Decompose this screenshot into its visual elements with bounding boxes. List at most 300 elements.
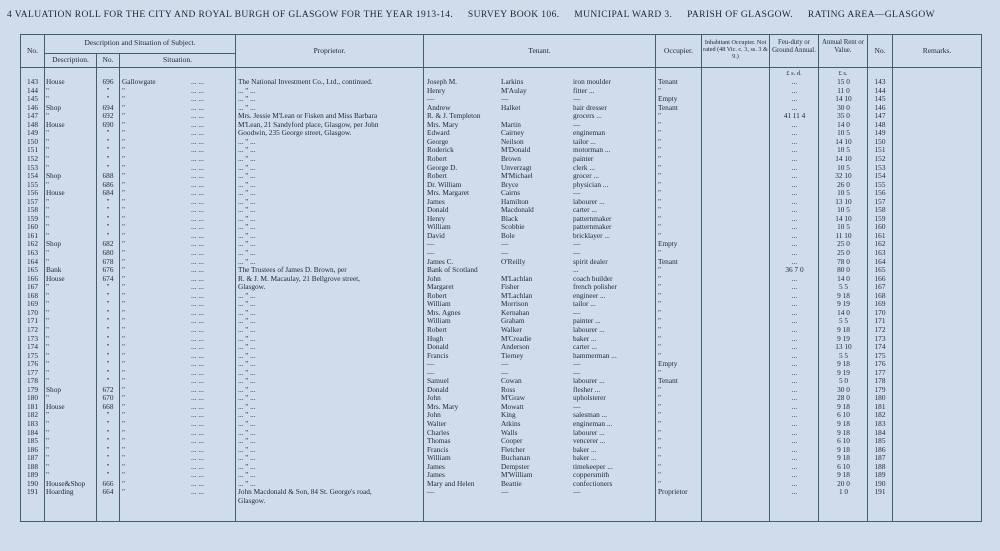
cell-situation-dots: ... ...	[191, 86, 204, 95]
cell-row-number: 157	[27, 197, 38, 206]
cell-feu-duty: ...	[791, 231, 798, 240]
cell-row-number-right: 159	[874, 214, 886, 223]
cell-tenant-occupation: patternmaker	[573, 223, 612, 232]
cell-occupier: "	[658, 249, 661, 257]
cell-feu-duty: ...	[791, 462, 798, 471]
cell-occupier: Tenant	[658, 78, 678, 86]
cell-tenant-occupation: engineer ...	[573, 291, 606, 300]
cell-annual-rent: 25 0	[837, 240, 850, 249]
cell-situation-dots: ... ...	[191, 471, 204, 480]
cell-situation-dots: ... ...	[191, 206, 204, 215]
cell-street-number: "	[106, 420, 110, 428]
cell-street-number: 676	[102, 266, 114, 275]
cell-tenant-occupation: labourer ...	[573, 325, 605, 334]
cell-row-number-right: 188	[874, 462, 886, 471]
cell-annual-rent: 6 10	[837, 411, 850, 420]
cell-tenant-forename: Charles	[427, 428, 450, 437]
cell-situation: "	[122, 471, 125, 480]
cell-street-number: "	[106, 163, 110, 172]
cell-situation-dots: ... ...	[191, 197, 204, 206]
cell-feu-duty: ...	[791, 197, 798, 206]
roll-title: 4 VALUATION ROLL FOR THE CITY AND ROYAL BURGH OF GLASGOW FOR THE YEAR 1913-14.	[7, 10, 454, 20]
cell-situation: "	[122, 206, 125, 215]
cell-feu-duty: ...	[791, 223, 798, 232]
cell-situation: "	[122, 86, 125, 95]
table-row	[21, 206, 981, 215]
cell-tenant-occupation: labourer ...	[573, 377, 605, 386]
cell-tenant-occupation: hair dresser	[573, 103, 607, 112]
cell-row-number: 171	[27, 317, 38, 326]
cell-tenant-surname: Ross	[501, 385, 516, 394]
cell-description: "	[46, 163, 49, 172]
cell-occupier: "	[658, 454, 661, 463]
table-row	[21, 87, 981, 96]
cell-occupier: "	[658, 325, 661, 334]
cell-feu-duty: ...	[791, 249, 798, 257]
cell-row-number: 177	[27, 368, 38, 377]
cell-situation-dots: ... ...	[191, 488, 204, 497]
cell-description: "	[46, 283, 49, 292]
table-row	[21, 454, 981, 463]
municipal-ward: MUNICIPAL WARD 3.	[574, 10, 673, 20]
table-row	[21, 121, 981, 130]
cell-tenant-forename: Donald	[427, 343, 449, 352]
cell-row-number-right: 156	[874, 189, 886, 198]
cell-feu-duty: 41 11 4	[783, 112, 806, 121]
cell-feu-duty: ...	[791, 95, 798, 104]
cell-situation-dots: ... ...	[191, 154, 204, 163]
cell-tenant-occupation: painter	[573, 154, 594, 163]
cell-tenant-surname: Walls	[501, 428, 518, 437]
cell-description: House	[46, 120, 65, 129]
cell-row-number: 185	[27, 437, 38, 446]
cell-proprietor: The National Investment Co., Ltd., continued.	[238, 78, 373, 86]
cell-row-number: 152	[27, 154, 38, 163]
cell-proprietor: ... " ...	[238, 308, 256, 317]
cell-tenant-forename: Francis	[427, 351, 449, 360]
cell-row-number-right: 180	[874, 394, 886, 403]
table-row	[21, 78, 981, 87]
cell-street-number: 690	[102, 120, 114, 129]
cell-tenant-forename: Robert	[427, 154, 447, 163]
cell-street-number: "	[106, 377, 110, 386]
cell-situation: "	[122, 129, 125, 138]
cell-annual-rent: 10 5	[837, 206, 850, 215]
cell-tenant-forename: Edward	[427, 129, 450, 138]
cell-annual-rent: 6 10	[837, 437, 850, 446]
cell-tenant-surname: —	[501, 360, 509, 369]
cell-situation: "	[122, 172, 125, 181]
cell-description: "	[46, 437, 49, 446]
cell-feu-duty: ...	[791, 137, 798, 146]
cell-proprietor: John Macdonald & Son, 84 St. George's road,	[238, 488, 372, 497]
cell-tenant-occupation: tailor ...	[573, 137, 596, 146]
cell-tenant-forename: William	[427, 317, 451, 326]
cell-occupier: "	[658, 274, 661, 283]
cell-situation: "	[122, 411, 125, 420]
table-row	[21, 326, 981, 335]
cell-situation: "	[122, 137, 125, 146]
cell-feu-duty: ...	[791, 257, 798, 266]
table-row	[21, 258, 981, 267]
cell-situation-dots: ... ...	[191, 325, 204, 334]
cell-row-number-right: 166	[874, 274, 886, 283]
table-row	[21, 317, 981, 326]
cell-proprietor: ... " ...	[238, 385, 256, 394]
cell-annual-rent: 11 10	[835, 231, 852, 240]
cell-situation: "	[122, 437, 125, 446]
cell-situation: "	[122, 308, 125, 317]
cell-feu-duty: ...	[791, 180, 798, 189]
cell-row-number: 179	[27, 385, 38, 394]
cell-row-number-right: 187	[874, 454, 886, 463]
cell-tenant-forename: William	[427, 454, 451, 463]
cell-occupier: Tenant	[658, 377, 678, 386]
cell-description: Shop	[46, 385, 62, 394]
cell-tenant-surname: M'William	[501, 471, 533, 480]
cell-occupier: "	[658, 172, 661, 181]
cell-situation: "	[122, 189, 125, 198]
cell-tenant-occupation: motorman ...	[573, 146, 611, 155]
cell-tenant-occupation: patternmaker	[573, 214, 612, 223]
cell-feu-duty: ...	[791, 283, 798, 292]
col-situation: Situation.	[163, 55, 192, 64]
cell-street-number: 686	[102, 180, 114, 189]
cell-description: "	[46, 334, 49, 343]
table-row	[21, 377, 981, 386]
cell-tenant-forename: Henry	[427, 214, 446, 223]
cell-row-number: 180	[27, 394, 38, 403]
cell-description: "	[46, 129, 49, 138]
cell-occupier: "	[658, 300, 661, 309]
cell-situation: "	[122, 394, 125, 403]
cell-row-number-right: 189	[874, 471, 886, 480]
table-row	[21, 335, 981, 344]
cell-street-number: "	[106, 454, 110, 463]
cell-situation-dots: ... ...	[191, 300, 204, 309]
valuation-table	[20, 34, 982, 522]
cell-proprietor: ... " ...	[238, 249, 256, 257]
cell-feu-duty: ...	[791, 206, 798, 215]
cell-tenant-surname: Cooper	[501, 437, 523, 446]
cell-street-number: "	[106, 343, 110, 352]
cell-row-number-right: 150	[874, 137, 886, 146]
cell-tenant-forename: Andrew	[427, 103, 451, 112]
cell-row-number: 167	[27, 283, 38, 292]
cell-tenant-occupation: ...	[573, 266, 579, 275]
cell-occupier: "	[658, 462, 661, 471]
cell-feu-duty: ...	[791, 240, 798, 249]
cell-feu-duty: ...	[791, 343, 798, 352]
cell-row-number: 165	[27, 266, 38, 275]
cell-street-number: "	[106, 206, 110, 215]
cell-occupier: Proprietor	[658, 488, 688, 497]
cell-situation-dots: ... ...	[191, 420, 204, 428]
cell-tenant-surname: Bryce	[501, 180, 519, 189]
cell-street-number: "	[106, 300, 110, 309]
cell-situation: "	[122, 95, 125, 104]
cell-feu-duty: ...	[791, 445, 798, 454]
cell-row-number-right: 161	[874, 231, 886, 240]
cell-description: House	[46, 274, 65, 283]
cell-occupier: Empty	[658, 240, 678, 249]
cell-tenant-occupation: coppersmith	[573, 471, 610, 480]
cell-annual-rent: 6 10	[837, 462, 850, 471]
cell-occupier: "	[658, 368, 661, 377]
cell-description: "	[46, 317, 49, 326]
col-street-no: No.	[102, 55, 114, 64]
cell-annual-rent: 5 5	[838, 351, 849, 360]
cell-row-number: 175	[27, 351, 38, 360]
cell-situation: "	[122, 343, 125, 352]
cell-description: "	[46, 351, 49, 360]
cell-tenant-surname: M'Lachlan	[501, 291, 533, 300]
cell-proprietor: The Trustees of James D. Brown, per	[238, 266, 347, 275]
cell-situation-dots: ... ...	[191, 385, 204, 394]
cell-occupier: "	[658, 197, 661, 206]
cell-feu-duty: ...	[791, 274, 798, 283]
cell-situation: "	[122, 454, 125, 463]
cell-tenant-forename: John	[427, 411, 441, 420]
table-row	[21, 283, 981, 292]
cell-tenant-forename: George	[427, 137, 449, 146]
cell-street-number: "	[106, 283, 110, 292]
cell-tenant-forename: Francis	[427, 445, 449, 454]
cell-row-number: 151	[27, 146, 38, 155]
cell-proprietor: ... " ...	[238, 189, 256, 198]
cell-row-number-right: 169	[874, 300, 886, 309]
cell-feu-duty: ...	[791, 334, 798, 343]
cell-situation: "	[122, 300, 125, 309]
table-row	[21, 172, 981, 181]
cell-tenant-occupation: tailor ...	[573, 300, 596, 309]
cell-situation: "	[122, 317, 125, 326]
cell-tenant-forename: Robert	[427, 172, 447, 181]
cell-tenant-surname: Brown	[501, 154, 521, 163]
cell-occupier: "	[658, 411, 661, 420]
cell-occupier: "	[658, 471, 661, 480]
cell-description: "	[46, 231, 49, 240]
cell-row-number-right: 151	[874, 146, 886, 155]
cell-description: House&Shop	[46, 479, 86, 488]
cell-tenant-forename: —	[427, 368, 435, 377]
cell-tenant-occupation: vencerer ...	[573, 437, 606, 446]
cell-annual-rent: 13 10	[835, 343, 852, 352]
table-row	[21, 249, 981, 258]
cell-row-number-right: 149	[874, 129, 886, 138]
cell-annual-rent: 1 0	[838, 488, 849, 497]
cell-tenant-forename: —	[427, 360, 435, 369]
unit-lsd: £ s. d.	[786, 70, 802, 77]
cell-feu-duty: ...	[791, 103, 798, 112]
cell-situation-dots: ... ...	[191, 479, 204, 488]
cell-proprietor: ... " ...	[238, 103, 256, 112]
cell-feu-duty: ...	[791, 471, 798, 480]
cell-feu-duty: ...	[791, 402, 798, 411]
cell-row-number-right: 144	[874, 86, 886, 95]
cell-proprietor: ... " ...	[238, 146, 256, 155]
cell-feu-duty: ...	[791, 420, 798, 428]
cell-feu-duty: ...	[791, 189, 798, 198]
cell-annual-rent: 14 10	[835, 95, 852, 104]
cell-tenant-occupation: hammerman ...	[573, 351, 617, 360]
cell-situation-dots: ... ...	[191, 120, 204, 129]
cell-situation-dots: ... ...	[191, 257, 204, 266]
cell-situation-dots: ... ...	[191, 172, 204, 181]
cell-row-number-right: 155	[874, 180, 886, 189]
cell-situation-dots: ... ...	[191, 343, 204, 352]
cell-description: "	[46, 154, 49, 163]
cell-situation: "	[122, 428, 125, 437]
cell-tenant-occupation: timekeeper ...	[573, 462, 613, 471]
cell-tenant-surname: Walker	[501, 325, 522, 334]
cell-situation-dots: ... ...	[191, 283, 204, 292]
cell-feu-duty: ...	[791, 308, 798, 317]
cell-description: "	[46, 308, 49, 317]
cell-tenant-surname: Beattie	[501, 479, 522, 488]
cell-row-number: 153	[27, 163, 38, 172]
cell-tenant-surname: King	[501, 411, 516, 420]
cell-occupier: "	[658, 334, 661, 343]
cell-annual-rent: 9 18	[837, 402, 850, 411]
cell-annual-rent: 11 0	[837, 86, 850, 95]
cell-street-number: "	[106, 471, 110, 480]
cell-description: "	[46, 137, 49, 146]
cell-street-number: 664	[102, 488, 114, 497]
cell-feu-duty: ...	[791, 360, 798, 369]
cell-street-number: 670	[102, 394, 114, 403]
cell-tenant-surname: —	[501, 95, 509, 104]
table-row	[21, 411, 981, 420]
cell-annual-rent: 9 18	[837, 291, 850, 300]
cell-row-number: 155	[27, 180, 38, 189]
cell-annual-rent: 10 5	[837, 223, 850, 232]
cell-row-number: 149	[27, 129, 38, 138]
cell-row-number: 148	[27, 120, 38, 129]
cell-row-number-right: 170	[874, 308, 886, 317]
cell-row-number-right: 168	[874, 291, 886, 300]
cell-annual-rent: 9 18	[837, 420, 850, 428]
cell-occupier: "	[658, 343, 661, 352]
cell-annual-rent: 14 10	[835, 137, 852, 146]
cell-description: "	[46, 300, 49, 309]
cell-description: "	[46, 343, 49, 352]
cell-tenant-surname: Scobbie	[501, 223, 525, 232]
cell-street-number: "	[106, 325, 110, 334]
cell-annual-rent: 5 5	[838, 283, 849, 292]
cell-annual-rent: 9 19	[837, 300, 850, 309]
cell-proprietor: ... " ...	[238, 394, 256, 403]
cell-feu-duty: ...	[791, 377, 798, 386]
cell-description: House	[46, 78, 65, 86]
cell-proprietor: ... " ...	[238, 214, 256, 223]
cell-tenant-occupation: —	[573, 240, 581, 249]
cell-tenant-forename: Mrs. Agnes	[427, 308, 461, 317]
cell-annual-rent: 25 0	[837, 249, 850, 257]
cell-occupier: "	[658, 112, 661, 121]
cell-row-number-right: 143	[874, 78, 886, 86]
cell-tenant-forename: Samuel	[427, 377, 449, 386]
table-row	[21, 155, 981, 164]
cell-situation: "	[122, 257, 125, 266]
cell-annual-rent: 14 0	[837, 120, 850, 129]
cell-description: "	[46, 462, 49, 471]
cell-row-number-right: 154	[874, 172, 886, 181]
cell-occupier: "	[658, 154, 661, 163]
table-row	[21, 129, 981, 138]
cell-street-number: "	[106, 428, 110, 437]
cell-occupier: "	[658, 445, 661, 454]
cell-description: "	[46, 394, 49, 403]
cell-situation: "	[122, 291, 125, 300]
cell-row-number-right: 176	[874, 360, 886, 369]
cell-description: "	[46, 197, 49, 206]
cell-row-number-right: 185	[874, 437, 886, 446]
cell-proprietor: ... " ...	[238, 411, 256, 420]
cell-description: "	[46, 86, 49, 95]
cell-situation: "	[122, 240, 125, 249]
cell-proprietor: ... " ...	[238, 479, 256, 488]
cell-proprietor: ... " ...	[238, 437, 256, 446]
cell-row-number: 183	[27, 420, 38, 428]
cell-tenant-forename: Hugh	[427, 334, 444, 343]
cell-tenant-surname: Larkins	[501, 78, 524, 86]
cell-annual-rent: 10 5	[837, 163, 850, 172]
cell-tenant-surname: M'Michael	[501, 172, 533, 181]
cell-occupier: "	[658, 351, 661, 360]
cell-description: "	[46, 146, 49, 155]
cell-proprietor: ... " ...	[238, 445, 256, 454]
cell-occupier: Empty	[658, 95, 678, 104]
cell-situation-dots: ... ...	[191, 445, 204, 454]
table-row	[21, 266, 981, 275]
table-row	[21, 497, 981, 506]
cell-street-number: "	[106, 137, 110, 146]
cell-tenant-forename: Henry	[427, 86, 446, 95]
cell-tenant-occupation: baker ...	[573, 445, 597, 454]
cell-tenant-surname: Unverzagt	[501, 163, 532, 172]
cell-description: "	[46, 428, 49, 437]
cell-occupier: "	[658, 231, 661, 240]
cell-annual-rent: 9 19	[837, 334, 850, 343]
cell-street-number: "	[106, 462, 110, 471]
cell-situation-dots: ... ...	[191, 437, 204, 446]
cell-proprietor: ... " ...	[238, 240, 256, 249]
cell-annual-rent: 14 0	[837, 308, 850, 317]
cell-situation-dots: ... ...	[191, 274, 204, 283]
cell-situation-dots: ... ...	[191, 240, 204, 249]
cell-tenant-forename: William	[427, 223, 451, 232]
cell-tenant-forename: Mrs. Margaret	[427, 189, 470, 198]
table-row	[21, 309, 981, 318]
table-row	[21, 463, 981, 472]
table-row	[21, 189, 981, 198]
cell-tenant-occupation: —	[573, 189, 581, 198]
cell-description: "	[46, 325, 49, 334]
cell-row-number: 144	[27, 86, 38, 95]
table-row	[21, 275, 981, 284]
cell-street-number: 696	[102, 78, 114, 86]
cell-tenant-surname: Graham	[501, 317, 525, 326]
cell-description: "	[46, 112, 49, 121]
table-row	[21, 198, 981, 207]
table-row	[21, 429, 981, 438]
cell-proprietor: ... " ...	[238, 172, 256, 181]
cell-proprietor: ... " ...	[238, 402, 256, 411]
cell-annual-rent: 14 10	[835, 154, 852, 163]
cell-tenant-surname: M'Aulay	[501, 86, 527, 95]
cell-tenant-occupation: —	[573, 308, 581, 317]
